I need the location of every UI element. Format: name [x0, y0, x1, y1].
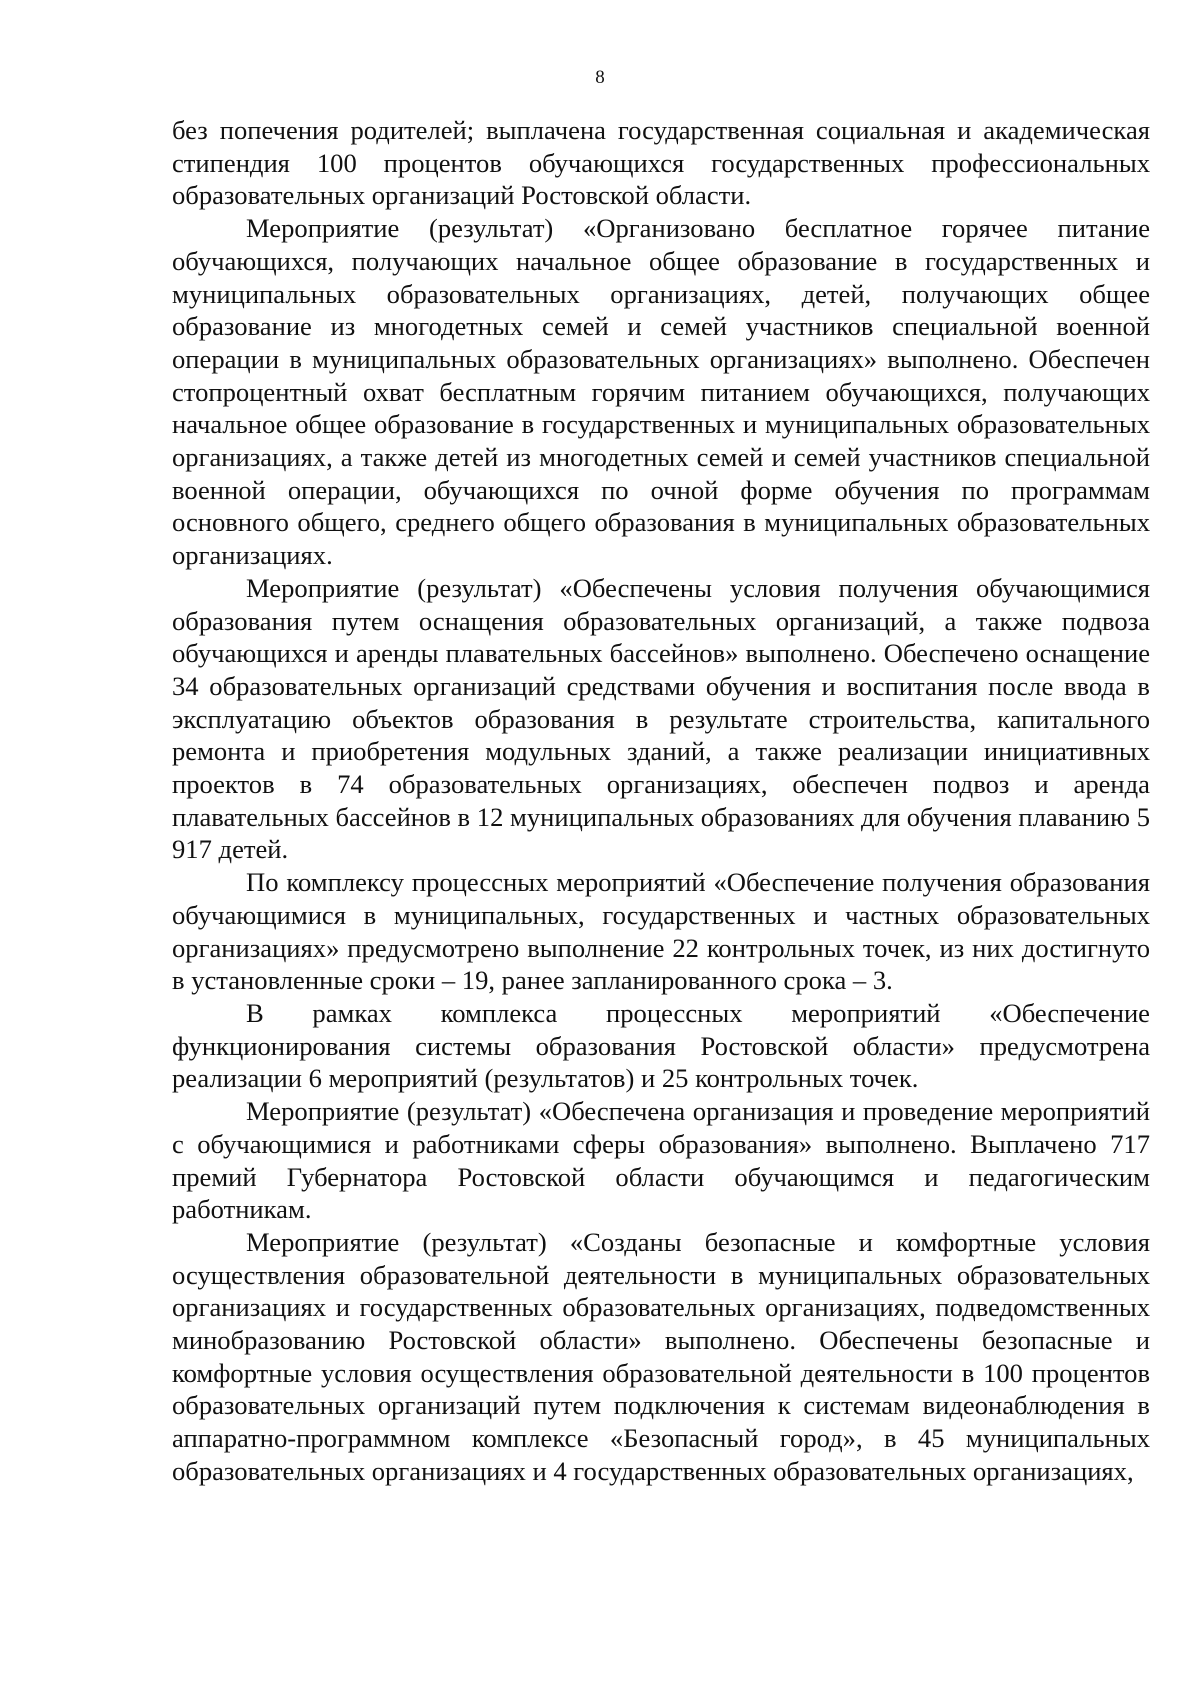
document-body — [172, 114, 1150, 1488]
page-number: 8 — [595, 67, 605, 88]
paragraph-hot-meals: Мероприятие (результат) «Организовано бесплатное горячее питание обучающихся, получающих начальное общее образование в государственных и муниципальных образовательных организациях, детей, получающих общее образование из многодетных семей и семей участников специальной военной операции в муниципальных образовательных организациях» выполнено. Обеспечен стопроцентный охват бесплатным горячим питанием обучающихся, получающих начальное общее образование в государственных и муниципальных образовательных организациях, а также детей из многодетных семей и семей участников специальной военной операции, обучающихся по очной форме обучения по программам основного общего, среднего общего образования в муниципальных образовательных организациях. — [172, 213, 1150, 571]
paragraph-continuation: без попечения родителей; выплачена государственная социальная и академическая стипендия 100 процентов обучающихся государственных профессиональных образовательных организаций Ростовской области. — [172, 115, 1150, 211]
paragraph-safe-conditions: Мероприятие (результат) «Созданы безопасные и комфортные условия осуществления образовательной деятельности в муниципальных образовательных организациях и государственных образовательных организациях, подведомственных минобразованию Ростовской области» выполнено. Обеспечены безопасные и комфортные условия осуществления образовательной деятельности в 100 процентов образовательных организаций путем подключения к системам видеонаблюдения в аппаратно-программном комплексе «Безопасный город», в 45 муниципальных образовательных организациях и 4 государственных образовательных организациях, — [172, 1226, 1150, 1486]
paragraph-events-awards: Мероприятие (результат) «Обеспечена организация и проведение мероприятий с обучающимися и работниками сферы образования» выполнено. Выплачено 717 премий Губернатора Ростовской области обучающимся и педагогическим работникам. — [172, 1096, 1150, 1225]
paragraph-process-complex-functioning: В рамках комплекса процессных мероприятий «Обеспечение функционирования системы образования Ростовской области» предусмотрена реализации 6 мероприятий (результатов) и 25 контрольных точек. — [172, 997, 1150, 1094]
paragraph-process-complex-education: По комплексу процессных мероприятий «Обеспечение получения образования обучающимися в муниципальных, государственных и частных образовательных организациях» предусмотрено выполнение 22 контрольных точек, из них достигнуто в установленные сроки – 19, ранее запланированного срока – 3. — [172, 867, 1150, 996]
paragraph-equipment-transport: Мероприятие (результат) «Обеспечены условия получения обучающимися образования путем оснащения образовательных организаций, а также подвоза обучающихся и аренды плавательных бассейнов» выполнено. Обеспечено оснащение 34 образовательных организаций средствами обучения и воспитания после ввода в эксплуатацию объектов образования в результате строительства, капитального ремонта и приобретения модульных зданий, а также реализации инициативных проектов в 74 образовательных организациях, обеспечен подвоз и аренда плавательных бассейнов в 12 муниципальных образованиях для обучения плаванию 5 917 детей. — [172, 572, 1150, 865]
